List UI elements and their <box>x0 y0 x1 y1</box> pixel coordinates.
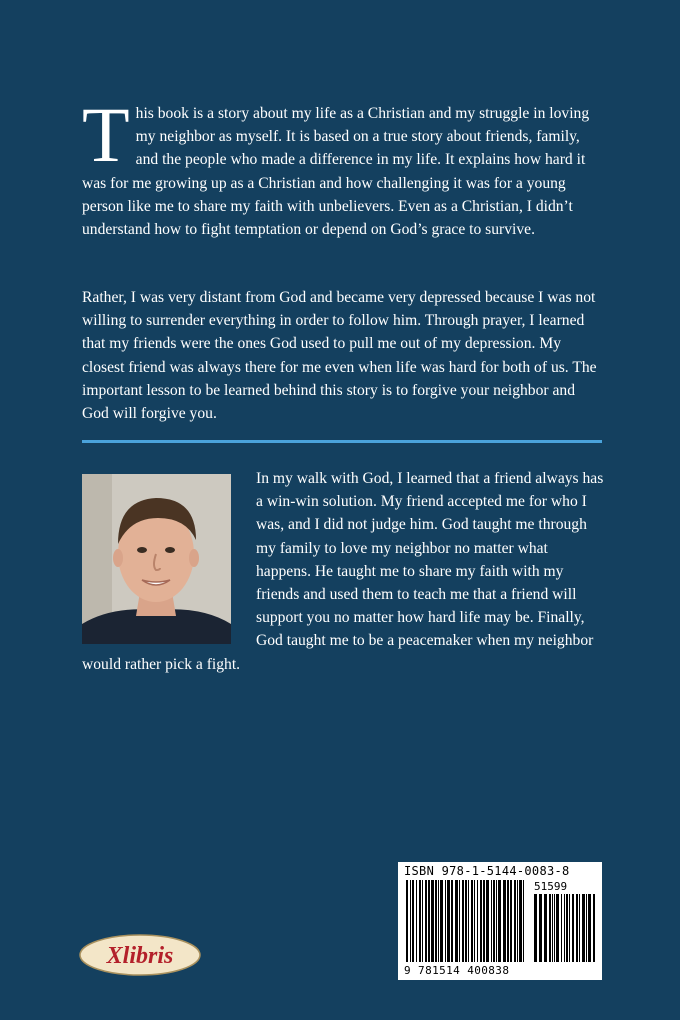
barcode-bar <box>455 880 458 962</box>
barcode-bar <box>422 880 423 962</box>
barcode-addon-bar <box>579 894 580 962</box>
author-bio <box>82 467 604 676</box>
barcode-bar <box>459 880 460 962</box>
barcode-bar <box>474 880 475 962</box>
barcode-bar <box>496 880 497 962</box>
barcode-addon-bar <box>564 894 565 962</box>
barcode-bar <box>445 880 446 962</box>
ean-digits: 9 781514 400838 <box>404 964 510 977</box>
barcode-bar <box>412 880 414 962</box>
barcode-bar <box>416 880 417 962</box>
blurb-paragraph-2: Rather, I was very distant from God and became very depressed because I was not willing to surrender everything in order to follow him. Through prayer, I learned that my friends were the ones God used to pull me out of my depression. My closest friend was always there for me even when life was hard for both of us. The important lesson to be learned behind this story is to forgive your neighbor and God will forgive you. <box>82 289 597 423</box>
barcode-bar <box>480 880 482 962</box>
barcode-addon-bar <box>544 894 547 962</box>
barcode-addon-number: 51599 <box>534 880 568 893</box>
barcode-bar <box>428 880 430 962</box>
isbn-barcode <box>398 862 602 980</box>
barcode-bar <box>503 880 506 962</box>
xlibris-logo <box>78 933 202 977</box>
barcode-addon-bar <box>549 894 551 962</box>
barcode-bar <box>462 880 464 962</box>
logo-text: Xlibris <box>106 943 174 969</box>
barcode-bar <box>410 880 411 962</box>
barcode-bar <box>523 880 524 962</box>
barcode-bars <box>398 862 602 980</box>
barcode-bar <box>438 880 439 962</box>
barcode-addon-bar <box>588 894 591 962</box>
barcode-bar <box>440 880 443 962</box>
barcode-bar <box>447 880 450 962</box>
barcode-bar <box>491 880 492 962</box>
barcode-bar <box>425 880 427 962</box>
barcode-bar <box>431 880 434 962</box>
barcode-bar <box>507 880 509 962</box>
barcode-bar <box>510 880 512 962</box>
drop-cap: T <box>82 91 130 178</box>
barcode-bar <box>477 880 478 962</box>
barcode-addon-bar <box>552 894 553 962</box>
barcode-addon-bar <box>582 894 585 962</box>
barcode-bar <box>406 880 408 962</box>
barcode-bar <box>483 880 485 962</box>
author-bio-text: In my walk with God, I learned that a friend always has a win-win solution. My friend accepted me for who I was, and I did not judge him. God taught me through my family to love my neighbor no matter what happens. He taught me to share my faith with my friends and used them to teach me that a friend will support you no matter how hard life may be. Finally, God taught me to be a peacemaker when my neighbor would rather pick a fight. <box>82 470 604 673</box>
barcode-bar <box>468 880 469 962</box>
barcode-bar <box>486 880 489 962</box>
barcode-bar <box>465 880 467 962</box>
barcode-bar <box>517 880 518 962</box>
isbn-label: ISBN 978-1-5144-0083-8 <box>404 864 570 878</box>
barcode-bar <box>519 880 522 962</box>
barcode-addon-bar <box>569 894 570 962</box>
barcode-bar <box>419 880 421 962</box>
barcode-bar <box>451 880 453 962</box>
barcode-addon-bar <box>539 894 542 962</box>
barcode-bar <box>493 880 495 962</box>
blurb-paragraph-1-text: his book is a story about my life as a Christian and my struggle in loving my neighbor as myself. It is based on a true story about friends, family, and the people who made a difference in my life. It explains how hard it was for me growing up as a Christian and how challenging it was for a young person like me to share my faith with unbelievers. Even as a Christian, I didn’t understand how to fight temptation or depend on God’s grace to survive. <box>82 105 590 239</box>
barcode-addon-bar <box>554 894 555 962</box>
photo-spacer <box>82 467 256 652</box>
barcode-addon-bar <box>561 894 562 962</box>
blurb-paragraph-1 <box>82 91 602 241</box>
barcode-addon-bar <box>534 894 537 962</box>
barcode-addon-bar <box>586 894 587 962</box>
barcode-bar <box>435 880 437 962</box>
barcode-addon-bar <box>566 894 568 962</box>
barcode-addon-bar <box>572 894 574 962</box>
barcode-bar <box>514 880 516 962</box>
barcode-addon-bar <box>593 894 595 962</box>
barcode-addon-bar <box>576 894 578 962</box>
barcode-bar <box>498 880 501 962</box>
barcode-addon-bar <box>556 894 559 962</box>
divider-rule <box>82 440 602 443</box>
barcode-bar <box>471 880 473 962</box>
